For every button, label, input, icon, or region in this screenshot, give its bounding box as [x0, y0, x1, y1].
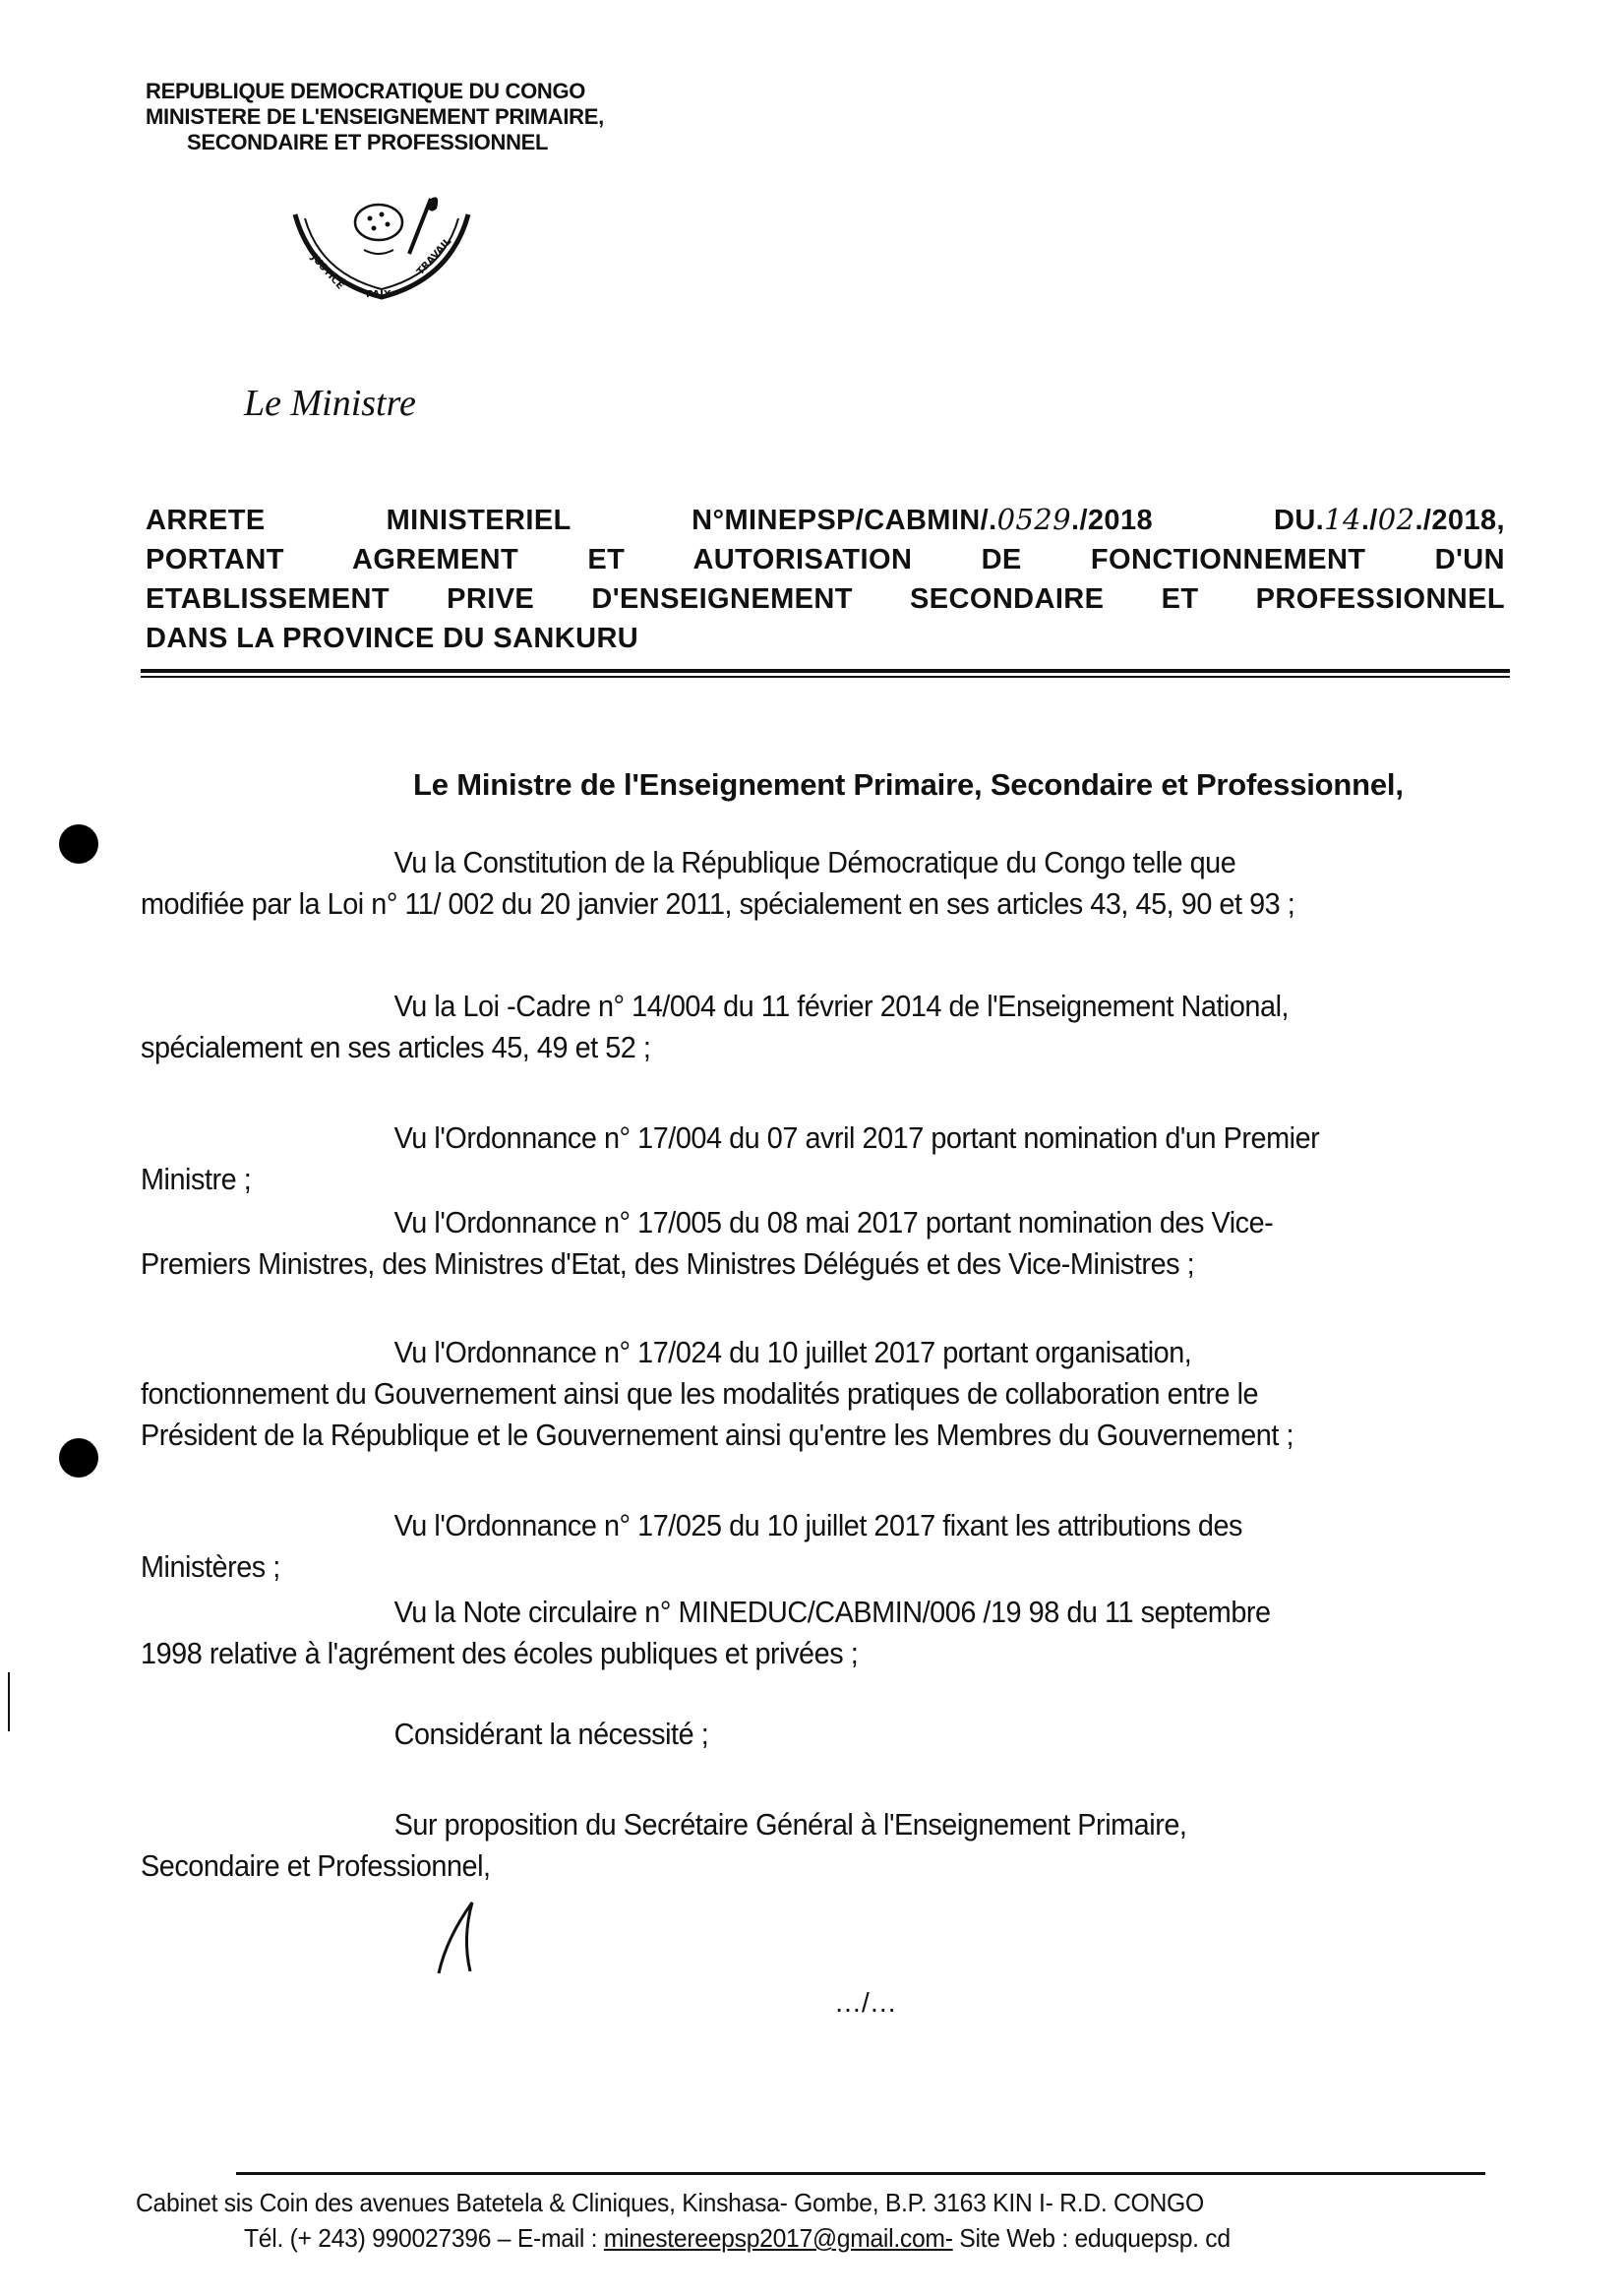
paragraph-line: Considérant la nécessité ;: [393, 1717, 709, 1751]
paragraph-line: Premiers Ministres, des Ministres d'Etat, des Ministres Délégués et des Vice-Ministres ;: [141, 1246, 1195, 1281]
header-ministry-cont: SECONDAIRE ET PROFESSIONNEL: [187, 130, 549, 154]
margin-mark: [8, 1672, 10, 1731]
paragraph-ordonnance-organisation: [141, 1332, 1293, 1456]
arrete-date: DU.14./02./2018,: [1273, 503, 1505, 536]
seal-word-justice: JUSTICE: [308, 252, 346, 292]
title-rule-thin: [141, 676, 1510, 678]
paragraph-proposition: [141, 1804, 1186, 1887]
header-republic: REPUBLIQUE DEMOCRATIQUE DU CONGO: [146, 79, 586, 103]
footer-address: Cabinet sis Coin des avenues Batetela & Cliniques, Kinshasa- Gombe, B.P. 3163 KIN I- R.D. CONGO: [136, 2188, 1204, 2217]
seal-word-paix: PAIX: [366, 289, 391, 300]
arrete-title-line-4: DANS LA PROVINCE DU SANKURU: [146, 623, 639, 654]
paragraph-line: Vu la Constitution de la République Démocratique du Congo telle que: [393, 845, 1236, 879]
handwritten-day: 14: [1324, 503, 1361, 536]
footer-rule: [236, 2172, 1485, 2175]
paragraph-line: Secondaire et Professionnel,: [141, 1848, 491, 1883]
arrete-number: N°MINEPSP/CABMIN/.0529./2018: [692, 503, 1154, 536]
paragraph-ordonnance-attributions: [141, 1505, 1242, 1588]
arrete-word: ARRETE: [146, 505, 266, 536]
paragraph-line: Vu la Note circulaire n° MINEDUC/CABMIN/006 /19 98 du 11 septembre: [393, 1595, 1271, 1629]
handwritten-initial: [433, 1899, 492, 1977]
paragraph-line: Vu l'Ordonnance n° 17/025 du 10 juillet 2017 fixant les attributions des: [393, 1508, 1243, 1542]
paragraph-loi-cadre: [141, 986, 1289, 1068]
paragraph-ordonnance-premier-ministre: [141, 1118, 1319, 1200]
punch-hole-bottom: [59, 1438, 98, 1478]
seal-word-travail: TRAVAIL: [415, 236, 454, 278]
handwritten-number: 0529: [996, 503, 1071, 536]
paragraph-line: Vu l'Ordonnance n° 17/005 du 08 mai 2017 portant nomination des Vice-: [393, 1205, 1274, 1239]
paragraph-line: fonctionnement du Gouvernement ainsi que les modalités pratiques de collaboration entre le: [141, 1376, 1259, 1411]
paragraph-line: Sur proposition du Secrétaire Général à l'Enseignement Primaire,: [393, 1807, 1187, 1842]
paragraph-line: Vu l'Ordonnance n° 17/024 du 10 juillet 2017 portant organisation,: [393, 1335, 1192, 1369]
punch-hole-top: [59, 824, 98, 864]
paragraph-note-circulaire: [141, 1592, 1271, 1674]
paragraph-line: Vu la Loi -Cadre n° 14/004 du 11 février 2014 de l'Enseignement National,: [393, 989, 1290, 1023]
paragraph-line: 1998 relative à l'agrément des écoles publiques et privées ;: [141, 1636, 859, 1670]
paragraph-constitution: [141, 842, 1294, 925]
paragraph-ordonnance-vice-premiers: [141, 1202, 1273, 1285]
header-ministry: MINISTERE DE L'ENSEIGNEMENT PRIMAIRE,: [146, 104, 604, 129]
arrete-title-line-3: ETABLISSEMENT PRIVE D'ENSEIGNEMENT SECONDAIRE ET PROFESSIONNEL: [146, 583, 1505, 615]
arrete-title: [146, 500, 1505, 658]
title-rule-thick: [141, 669, 1510, 673]
paragraph-line: modifiée par la Loi n° 11/ 002 du 20 janvier 2011, spécialement en ses articles 43, 45, 90 et 93 ;: [141, 886, 1295, 921]
handwritten-month: 02: [1377, 503, 1415, 536]
minister-heading: Le Ministre de l'Enseignement Primaire, Secondaire et Professionnel,: [413, 767, 1404, 802]
paragraph-line: Président de la République et le Gouvernement ainsi qu'entre les Membres du Gouvernement ;: [141, 1418, 1294, 1452]
paragraph-considerant: [141, 1714, 708, 1755]
footer-email-link[interactable]: minestereepsp2017@gmail.com-: [603, 2223, 953, 2253]
arrete-word-ministeriel: MINISTERIEL: [386, 505, 571, 536]
coat-of-arms-seal: [283, 193, 480, 311]
paragraph-line: Ministères ;: [141, 1549, 280, 1584]
paragraph-line: Vu l'Ordonnance n° 17/004 du 07 avril 2017 portant nomination d'un Premier: [393, 1120, 1320, 1155]
arrete-title-line-2: PORTANT AGREMENT ET AUTORISATION DE FONCTIONNEMENT D'UN: [146, 544, 1505, 575]
minister-title: Le Ministre: [244, 383, 416, 424]
paragraph-line: Ministre ;: [141, 1162, 252, 1196]
paragraph-line: spécialement en ses articles 45, 49 et 52 ;: [141, 1030, 651, 1064]
footer-contact: Tél. (+ 243) 990027396 – E-mail : minestereepsp2017@gmail.com- Site Web : eduquepsp. cd: [244, 2223, 1231, 2253]
continuation-marker: …/…: [834, 1987, 897, 2018]
arrete-title-line-1: [146, 500, 1505, 540]
